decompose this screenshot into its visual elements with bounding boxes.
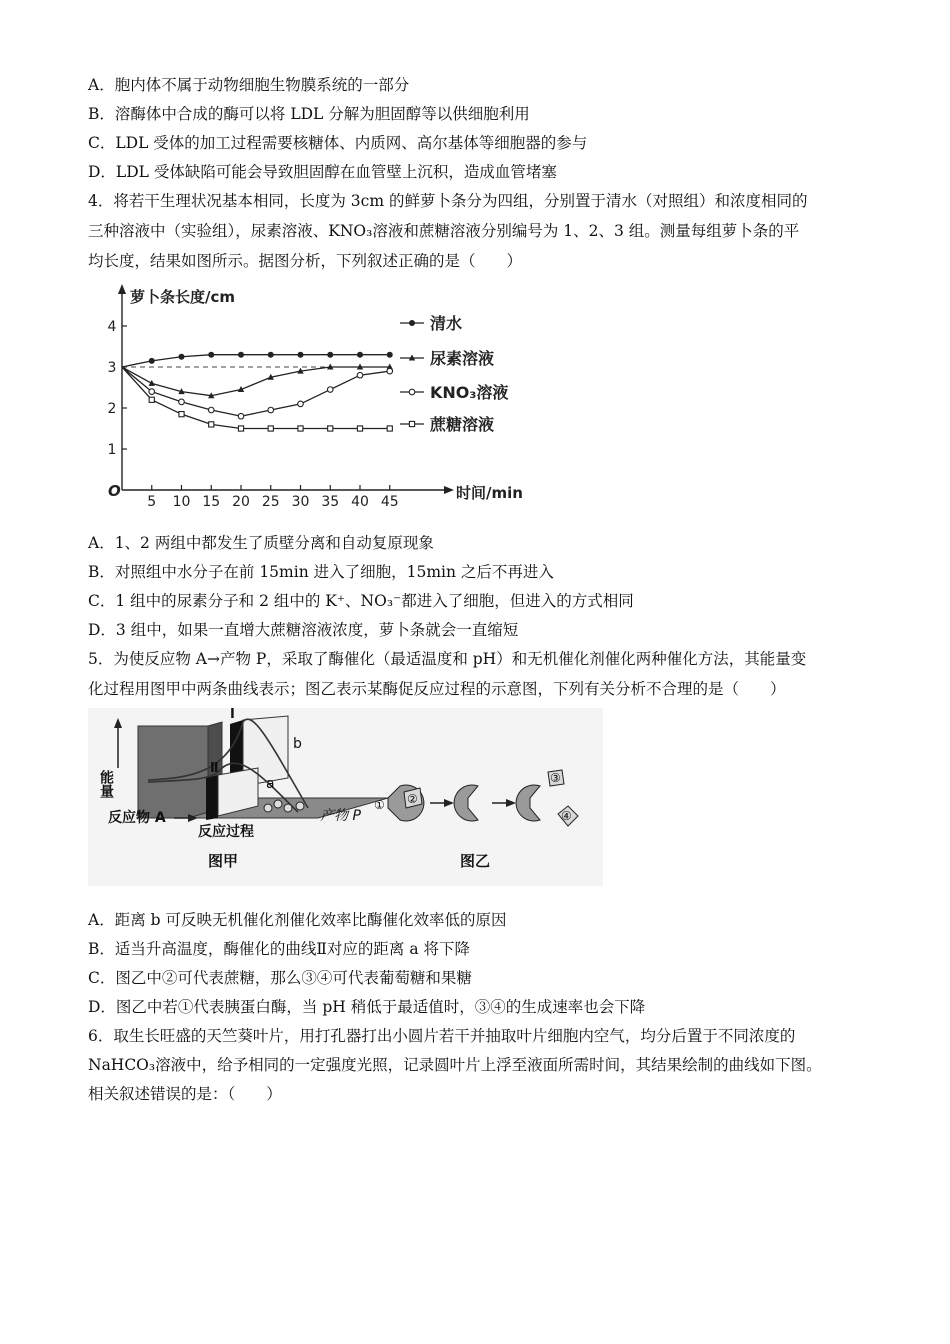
reaction-arrow-1-head [444,799,454,807]
y-tick-label: 4 [107,319,117,335]
molecule-4-label: ④ [561,809,572,823]
y-axis-arrow [118,284,126,294]
series-3-point [387,426,392,431]
legend-marker-2 [409,389,415,395]
energy-axis-arrow [114,718,122,728]
x-tick-label: 45 [380,494,399,510]
molecule-1-label: ① [374,798,385,812]
series-3-point [328,426,333,431]
series-3-point [179,412,184,417]
y-tick-label: 2 [107,401,117,417]
x-tick-label: 5 [147,494,157,510]
chart-canvas [88,276,548,510]
legend-label-2: KNO₃溶液 [430,383,509,402]
q4-option-c: C．1 组中的尿素分子和 2 组中的 K⁺、NO₃⁻都进入了细胞，但进入的方式相同 [88,592,634,610]
product-bubble [274,800,282,808]
legend-marker-3 [409,421,414,426]
series-0-point [357,352,363,358]
series-2-point [208,407,214,413]
y-axis-label: 萝卜条长度/cm [130,288,236,306]
q5-stem-line-1: 5．为使反应物 A→产物 P，采取了酶催化（最适温度和 pH）和无机催化剂催化两种催化方法，其能量变 [88,650,807,668]
origin-label: O [108,482,121,500]
barrier-II [206,775,218,820]
q5-stem-line-2: 化过程用图甲中两条曲线表示；图乙表示某酶促反应过程的示意图，下列有关分析不合理的是（ ） [88,680,786,698]
x-tick-label: 30 [291,494,310,510]
q3-option-d: D．LDL 受体缺陷可能会导致胆固醇在血管壁上沉积，造成血管堵塞 [88,163,557,181]
distance-b-label: b [293,736,302,752]
x-tick-label: 40 [351,494,369,510]
q4-line-chart [88,276,548,510]
series-0-point [298,352,304,358]
q4-option-a: A．1、2 两组中都发生了质壁分离和自动复原现象 [88,534,434,552]
figure-yi [374,770,578,870]
q5-option-c: C．图乙中②可代表蔗糖，那么③④可代表葡萄糖和果糖 [88,969,472,987]
legend-label-1: 尿素溶液 [430,349,495,368]
series-2-point [327,387,333,393]
series-0-point [149,358,155,364]
q5-option-b: B．适当升高温度，酶催化的曲线Ⅱ对应的距离 a 将下降 [88,940,471,958]
series-0-point [387,352,393,358]
q6-stem-line-2: NaHCO₃溶液中，给予相同的一定强度光照，记录圆叶片上浮至液面所需时间，其结果绘制的曲线如下图。 [88,1056,822,1074]
series-line-1 [122,367,390,396]
enzyme-shape-2 [516,785,540,821]
product-bubble [284,804,292,812]
legend-label-0: 清水 [430,314,463,333]
series-3-point [357,426,362,431]
series-3-point [298,426,303,431]
x-tick-label: 15 [202,494,221,510]
series-2-point [179,399,185,405]
enzyme-substrate-complex [454,785,478,821]
caption-yi: 图乙 [460,852,491,870]
q6-stem-line-1: 6．取生长旺盛的天竺葵叶片，用打孔器打出小圆片若干并抽取叶片细胞内空气，均分后置于不同浓度的 [88,1027,796,1045]
q5-figure [88,708,603,886]
series-0-point [208,352,214,358]
series-3-point [238,426,243,431]
q4-option-d: D．3 组中，如果一直增大蔗糖溶液浓度，萝卜条就会一直缩短 [88,621,519,639]
series-3-point [149,397,154,402]
x-axis-arrow [444,486,454,494]
product-label: 产物 P [320,808,361,824]
x-tick-label: 10 [172,494,191,510]
series-line-2 [122,367,390,416]
series-0-point [238,352,244,358]
curve-II-label: Ⅱ [210,761,219,776]
q4-stem-line-1: 4．将若干生理状况基本相同，长度为 3cm 的鲜萝卜条分为四组，分别置于清水（对照组）和浓度相同的 [88,192,808,210]
q5-figure-svg [88,708,603,886]
y-tick-label: 1 [107,442,117,458]
series-3-point [268,426,273,431]
q4-stem-line-3: 均长度，结果如图所示。据图分析，下列叙述正确的是（ ） [88,252,523,270]
energy-label: 能量 [98,770,114,798]
x-tick-label: 35 [321,494,340,510]
q4-option-b: B．对照组中水分子在前 15min 进入了细胞，15min 之后不再进入 [88,563,554,581]
series-line-0 [122,355,390,367]
legend-label-3: 蔗糖溶液 [430,415,495,434]
molecule-2-label: ② [407,792,418,806]
legend-marker-0 [409,320,415,326]
q3-option-a: A．胞内体不属于动物细胞生物膜系统的一部分 [88,76,410,94]
caption-jia: 图甲 [208,852,239,870]
q4-stem-line-2: 三种溶液中（实验组），尿素溶液、KNO₃溶液和蔗糖溶液分别编号为 1、2、3 组。测量每组萝卜条的平 [88,222,800,240]
product-bubble [264,804,272,812]
series-2-point [357,372,363,378]
series-2-point [268,407,274,413]
x-tick-label: 25 [261,494,280,510]
x-tick-label: 20 [232,494,250,510]
reaction-arrow-2-head [506,799,516,807]
series-2-point [149,389,155,395]
series-0-point [327,352,333,358]
q3-option-b: B．溶酶体中合成的酶可以将 LDL 分解为胆固醇等以供细胞利用 [88,105,530,123]
product-bubble [296,802,304,810]
series-2-point [387,368,393,374]
molecule-3-label: ③ [550,771,561,785]
series-0-point [179,354,185,360]
x-axis-label: 时间/min [456,484,523,502]
series-2-point [238,413,244,419]
series-2-point [298,401,304,407]
q5-option-d: D．图乙中若①代表胰蛋白酶，当 pH 稍低于最适值时，③④的生成速率也会下降 [88,998,646,1016]
series-line-3 [122,367,390,429]
q6-stem-line-3: 相关叙述错误的是：（ ） [88,1085,282,1103]
reactant-label: 反应物 A [108,810,166,826]
series-3-point [209,422,214,427]
series-0-point [268,352,274,358]
curve-I-label: Ⅰ [230,708,235,722]
process-label: 反应过程 [198,824,254,840]
distance-a-label: a [266,776,275,792]
q3-option-c: C．LDL 受体的加工过程需要核糖体、内质网、高尔基体等细胞器的参与 [88,134,588,152]
y-tick-label: 3 [107,360,117,376]
q5-option-a: A．距离 b 可反映无机催化剂催化效率比酶催化效率低的原因 [88,911,507,929]
figure-jia [98,708,388,870]
